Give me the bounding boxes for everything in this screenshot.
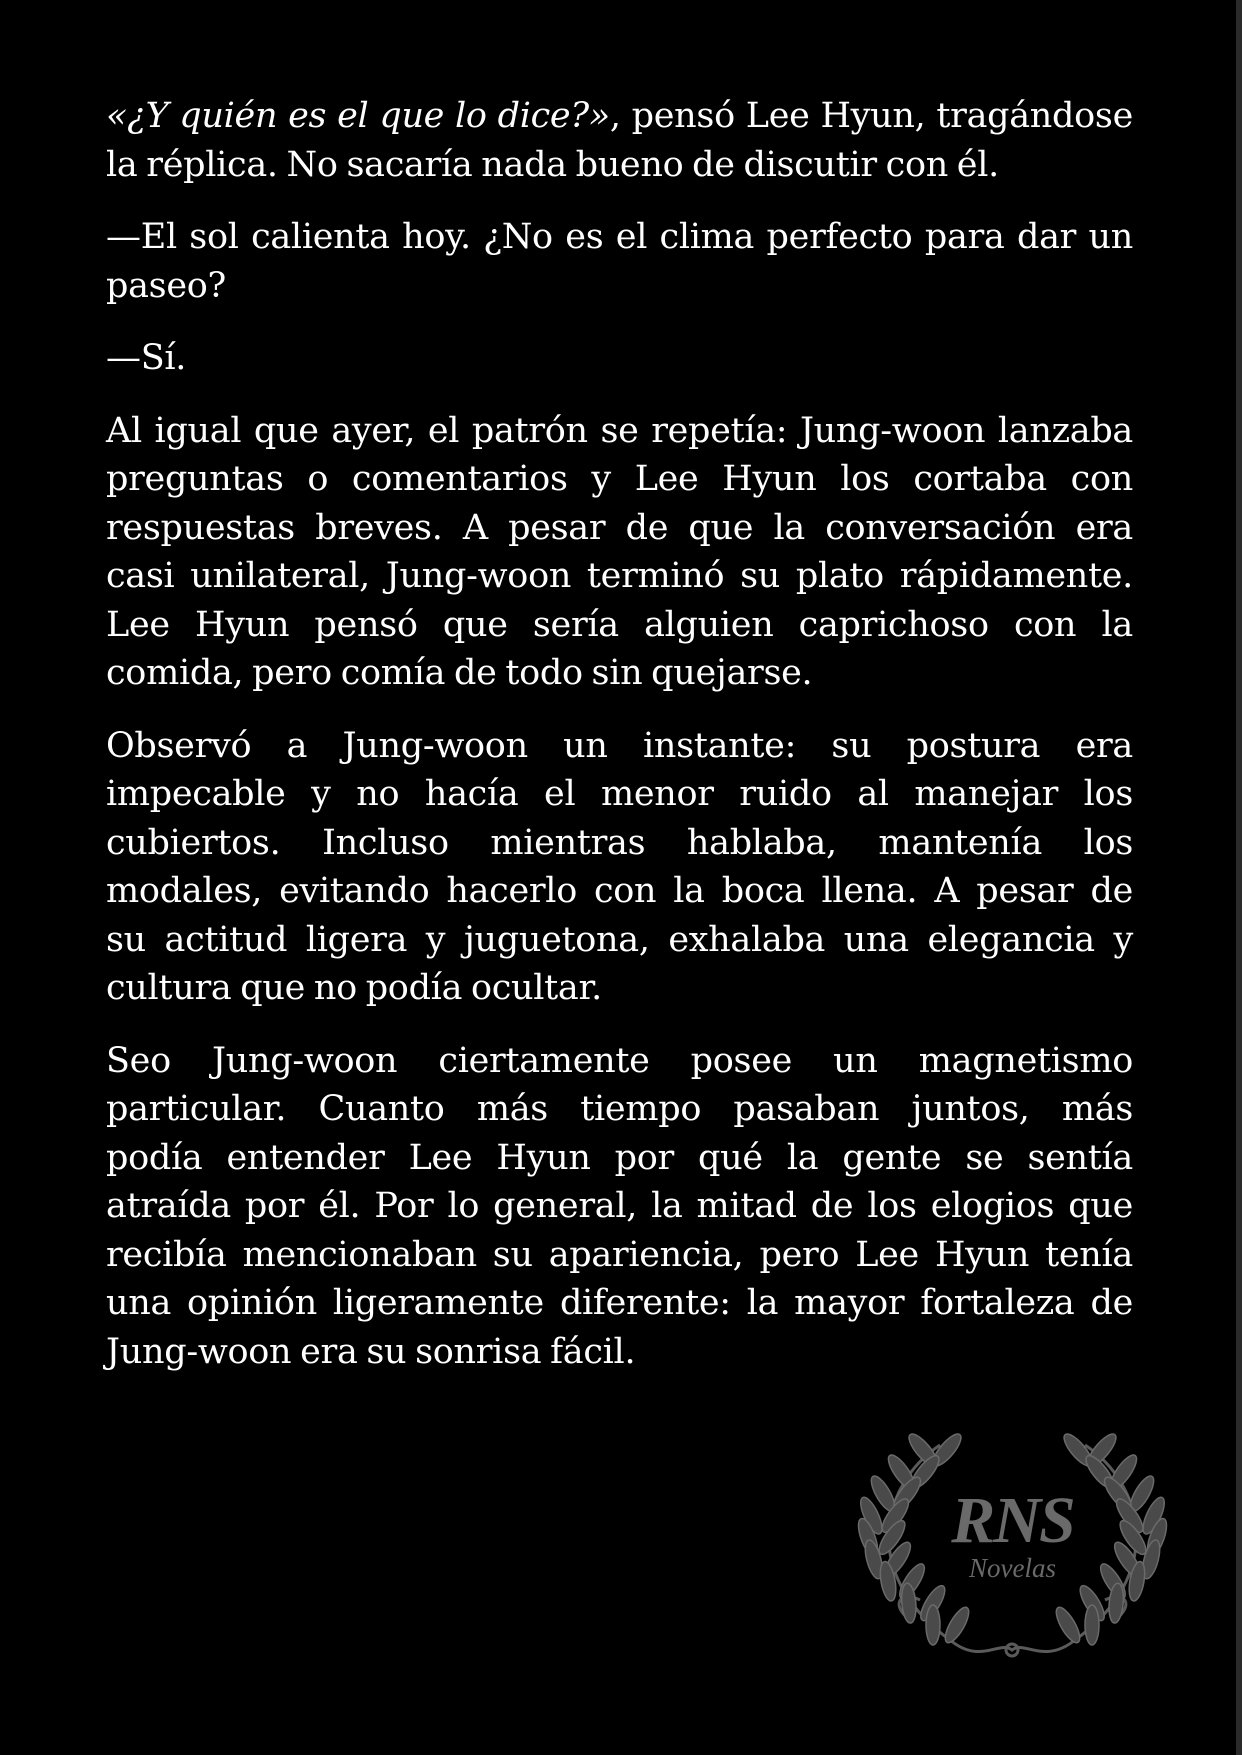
- text-line: [106, 262, 1133, 311]
- line-text: Observó a Jung-woon un instante: su postura era: [106, 725, 1133, 766]
- text-line: [106, 722, 1133, 771]
- line-text: comida, pero comía de todo sin quejarse.: [106, 653, 813, 693]
- text-line: [106, 916, 1133, 965]
- text-line: [106, 1085, 1133, 1134]
- paragraph: [106, 334, 1133, 383]
- line-text: su actitud ligera y juguetona, exhalaba una elegancia y: [106, 919, 1133, 960]
- text-line: [106, 1037, 1133, 1086]
- paragraph: [106, 92, 1133, 189]
- text-line: [106, 964, 1133, 1013]
- line-text: atraída por él. Por lo general, la mitad de los elogios que: [106, 1186, 1133, 1226]
- text-line: [106, 1231, 1133, 1280]
- line-text: Jung-woon era su sonrisa fácil.: [106, 1331, 636, 1372]
- line-text: impecable y no hacía el menor ruido al manejar los: [106, 774, 1133, 814]
- text-line: [106, 213, 1133, 262]
- line-text: preguntas o comentarios y Lee Hyun los cortaba con: [106, 459, 1133, 499]
- right-edge-border: [1236, 0, 1242, 1755]
- text-line: [106, 867, 1133, 916]
- watermark-subtitle: Novelas: [969, 1553, 1056, 1583]
- text-line: [106, 1279, 1133, 1328]
- text-line: [106, 407, 1133, 456]
- text-line: [106, 1182, 1133, 1231]
- line-text: una opinión ligeramente diferente: la mayor fortaleza de: [106, 1283, 1133, 1323]
- paragraph: [106, 1037, 1133, 1377]
- rns-novelas-watermark: [840, 1425, 1185, 1670]
- laurel-leaf: [1085, 1605, 1099, 1645]
- text-line: [106, 552, 1133, 601]
- line-text: casi unilateral, Jung-woon terminó su plato rápidamente.: [106, 556, 1133, 596]
- line-text: la réplica. No sacaría nada bueno de discutir con él.: [106, 144, 999, 185]
- line-text: —El sol calienta hoy. ¿No es el clima perfecto para dar un: [106, 217, 1133, 257]
- line-text: cultura que no podía ocultar.: [106, 968, 602, 1008]
- paragraph: [106, 722, 1133, 1013]
- line-text: paseo?: [106, 265, 226, 306]
- paragraph: [106, 407, 1133, 698]
- line-text: Lee Hyun pensó que sería alguien caprichoso con la: [106, 604, 1133, 645]
- text-line: [106, 770, 1133, 819]
- line-text: cubiertos. Incluso mientras hablaba, mantenía los: [106, 822, 1133, 863]
- line-text: , pensó Lee Hyun, tragándose: [609, 96, 1133, 136]
- text-line: [106, 334, 1133, 383]
- text-line: [106, 92, 1133, 141]
- line-text: respuestas breves. A pesar de que la conversación era: [106, 507, 1133, 548]
- line-text: particular. Cuanto más tiempo pasaban juntos, más: [106, 1089, 1133, 1129]
- line-text: Seo Jung-woon ciertamente posee un magnetismo: [106, 1040, 1133, 1081]
- paragraph: [106, 213, 1133, 310]
- text-line: [106, 504, 1133, 553]
- text-line: [106, 141, 1133, 190]
- text-line: [106, 1134, 1133, 1183]
- line-text: modales, evitando hacerlo con la boca llena. A pesar de: [106, 871, 1133, 911]
- laurel-leaf: [1052, 1604, 1084, 1646]
- text-line: [106, 1328, 1133, 1377]
- italic-thought: «¿Y quién es el que lo dice?»: [106, 96, 610, 136]
- line-text: recibía mencionaban su apariencia, pero Lee Hyun tenía: [106, 1234, 1133, 1275]
- text-line: [106, 601, 1133, 650]
- line-text: Al igual que ayer, el patrón se repetía: Jung-woon lanzaba: [106, 410, 1133, 451]
- text-line: [106, 455, 1133, 504]
- text-line: [106, 649, 1133, 698]
- document-body: [106, 92, 1133, 1400]
- laurel-leaf: [926, 1605, 940, 1645]
- laurel-leaf: [941, 1604, 973, 1646]
- line-text: —Sí.: [106, 338, 187, 378]
- watermark-title: RNS: [951, 1484, 1074, 1557]
- text-line: [106, 819, 1133, 868]
- line-text: podía entender Lee Hyun por qué la gente se sentía: [106, 1137, 1133, 1178]
